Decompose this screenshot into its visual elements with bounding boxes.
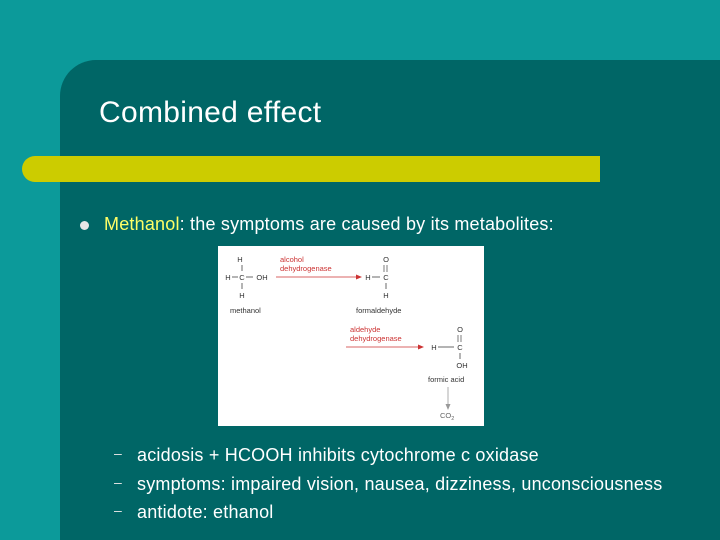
enzyme2-label-line2: dehydrogenase	[350, 334, 402, 343]
bullet-highlight: Methanol	[104, 214, 180, 234]
formaldehyde-h-bottom: H	[383, 291, 389, 300]
methanol-h-bottom: H	[239, 291, 245, 300]
formic-acid-oh: OH	[456, 361, 468, 370]
formic-acid-h: H	[431, 343, 437, 352]
enzyme1-label-line2: dehydrogenase	[280, 264, 332, 273]
co2-label: $CO_2$	[440, 411, 455, 422]
bullet-text: : the symptoms are caused by its metabolites:	[179, 214, 554, 234]
methanol-metabolism-diagram	[218, 246, 484, 426]
methanol-label: methanol	[230, 306, 261, 315]
methanol-oh: OH	[256, 273, 268, 282]
formaldehyde-h-left: H	[365, 273, 371, 282]
methanol-c: C	[239, 273, 245, 282]
enzyme1-label-line1: alcohol	[280, 255, 304, 264]
sub-bullet-marker: –	[114, 502, 122, 518]
formic-acid-o: O	[457, 325, 463, 334]
enzyme2-label-line1: aldehyde	[350, 325, 381, 334]
sub-bullet-text: antidote: ethanol	[137, 502, 274, 522]
formaldehyde-c: C	[383, 273, 389, 282]
slide-title: Combined effect	[99, 96, 322, 129]
title-underline-bar	[22, 156, 600, 182]
sub-bullet-text: acidosis + HCOOH inhibits cytochrome c oxidase	[137, 445, 539, 465]
formic-acid-c: C	[457, 343, 463, 352]
main-bullet	[104, 214, 554, 235]
bullet-marker	[80, 221, 89, 230]
sub-bullet-marker: –	[114, 474, 122, 490]
sub-bullet-marker: –	[114, 445, 122, 461]
sub-bullet-text: symptoms: impaired vision, nausea, dizziness, unconsciousness	[137, 474, 663, 494]
methanol-h-top: H	[237, 255, 243, 264]
formic-acid-label: formic acid	[428, 375, 465, 384]
formaldehyde-o: O	[383, 255, 389, 264]
formaldehyde-label: formaldehyde	[356, 306, 402, 315]
methanol-h-left: H	[225, 273, 231, 282]
